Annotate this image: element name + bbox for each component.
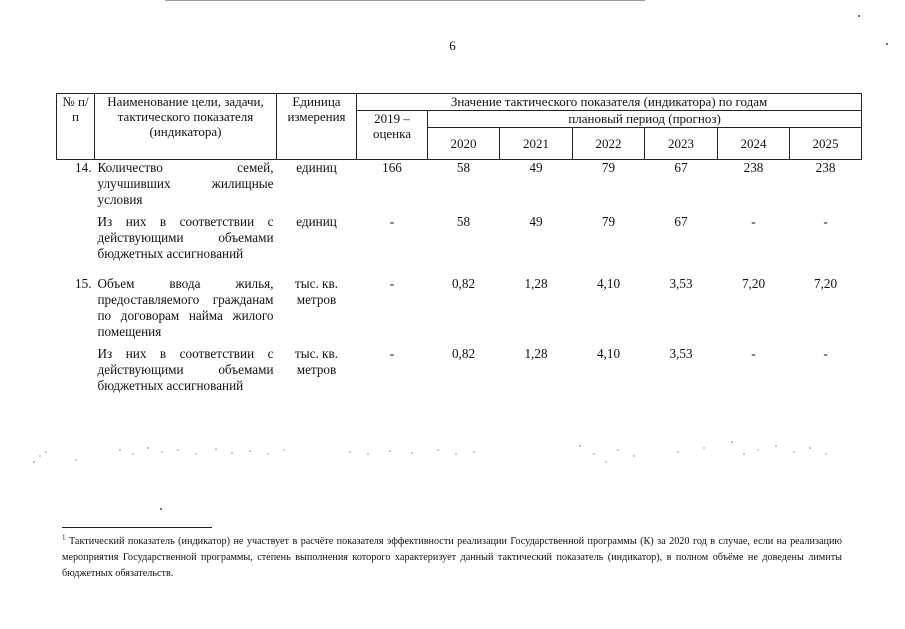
row-value: 238 bbox=[815, 160, 836, 175]
row-value: 58 bbox=[456, 214, 471, 229]
row-number bbox=[57, 346, 95, 394]
row-number bbox=[57, 214, 95, 262]
scan-top-edge bbox=[165, 0, 645, 1]
row-value: - bbox=[389, 214, 395, 229]
row-value: 0,82 bbox=[451, 346, 476, 361]
table-row bbox=[57, 160, 862, 209]
header-unit: Единица измерения bbox=[277, 94, 357, 160]
footnote-mark: 1 bbox=[62, 533, 66, 542]
header-name: Наименование цели, задачи, тактического показателя (индикатора) bbox=[95, 94, 277, 160]
row-unit: единиц bbox=[296, 160, 337, 175]
scan-speck bbox=[160, 508, 162, 510]
header-planned-period: плановый период (прогноз) bbox=[428, 111, 862, 128]
header-values-group: Значение тактического показателя (индикатора) по годам bbox=[357, 94, 862, 111]
row-value: - bbox=[823, 346, 828, 361]
row-number: 15. bbox=[75, 276, 92, 291]
row-value: 79 bbox=[601, 160, 616, 175]
footnote-divider bbox=[62, 527, 212, 528]
table-row bbox=[57, 276, 862, 340]
row-value: 58 bbox=[456, 160, 471, 175]
row-number: 14. bbox=[75, 160, 92, 175]
row-value: 49 bbox=[529, 160, 543, 175]
row-value: 79 bbox=[601, 214, 616, 229]
row-value: 4,10 bbox=[596, 276, 621, 291]
row-value: 3,53 bbox=[669, 346, 693, 361]
table-header bbox=[57, 94, 862, 160]
row-value: 0,82 bbox=[451, 276, 476, 291]
header-year: 2021 bbox=[500, 128, 573, 160]
indicator-table bbox=[56, 93, 862, 394]
row-value: 7,20 bbox=[814, 276, 838, 291]
row-value: - bbox=[389, 346, 395, 361]
header-year: 2023 bbox=[645, 128, 718, 160]
header-estimate-year: 2019 – оценка bbox=[357, 111, 428, 160]
row-value: 238 bbox=[743, 160, 764, 175]
row-value: 67 bbox=[674, 160, 688, 175]
header-year: 2022 bbox=[573, 128, 645, 160]
row-name: Из них в соответствии с действующими объемами бюджетных ассигнований bbox=[97, 214, 274, 261]
row-value: 67 bbox=[674, 214, 688, 229]
row-value: - bbox=[389, 276, 395, 291]
table-row bbox=[57, 346, 862, 394]
page-number: 6 bbox=[449, 38, 456, 53]
row-name: Объем ввода жилья, предоставляемого гражданам по договорам найма жилого помещения bbox=[97, 276, 274, 339]
row-value: 3,53 bbox=[669, 276, 693, 291]
footnote bbox=[62, 534, 842, 582]
scan-speck bbox=[858, 15, 860, 17]
row-value: - bbox=[823, 214, 828, 229]
footnote-text: Тактический показатель (индикатор) не участвует в расчёте показателя эффективности реализации Государственной программы (К) за 2020 год в случае, если на реализацию мероприятия Государственной программы, степень выполнения которого характеризует данный тактический показатель (индикатор), в полном объёме не доведены лимиты бюджетных обязательств. bbox=[62, 536, 843, 579]
header-num: № п/п bbox=[57, 94, 95, 160]
row-value: 1,28 bbox=[524, 346, 548, 361]
header-year: 2020 bbox=[428, 128, 500, 160]
row-name: Количество семей, улучшивших жилищные условия bbox=[97, 160, 274, 207]
row-value: - bbox=[751, 214, 756, 229]
row-value: 1,28 bbox=[524, 276, 548, 291]
row-value: 49 bbox=[529, 214, 543, 229]
row-value: - bbox=[751, 346, 756, 361]
row-value: 166 bbox=[382, 160, 402, 175]
row-name: Из них в соответствии с действующими объемами бюджетных ассигнований bbox=[97, 346, 274, 393]
row-value: 4,10 bbox=[596, 346, 621, 361]
header-year: 2024 bbox=[718, 128, 790, 160]
row-unit: тыс. кв. метров bbox=[294, 346, 338, 377]
faded-scan-artifacts bbox=[28, 432, 838, 472]
table-row bbox=[57, 214, 862, 262]
row-unit: единиц bbox=[296, 214, 337, 229]
row-unit: тыс. кв. метров bbox=[294, 276, 338, 307]
row-value: 7,20 bbox=[741, 276, 766, 291]
header-year: 2025 bbox=[790, 128, 862, 160]
